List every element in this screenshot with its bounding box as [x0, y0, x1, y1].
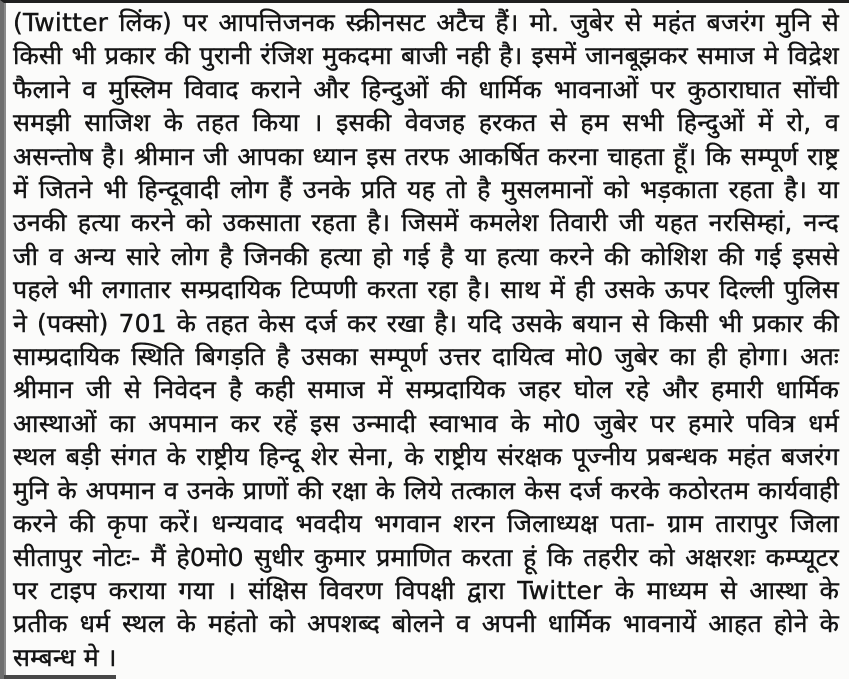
text-line: सम्बन्ध मे ।	[13, 642, 117, 672]
text-line: असन्तोष है। श्रीमान जी आपका ध्यान इस तरफ आकर्षित करना चाहता हूँ। कि सम्पूर्ण राष्ट्र	[13, 141, 839, 171]
text-line: फैलाने व मुस्लिम विवाद कराने और हिन्दुओं की धार्मिक भावनाओं पर कुठाराघात सोंची	[13, 74, 839, 104]
text-line: जी व अन्य सारे लोग है जिनकी हत्या हो गई है या हत्या करने की कोशिश की गई इससे	[13, 241, 839, 271]
text-line: में जितने भी हिन्दूवादी लोग हैं उनके प्रति यह तो है मुसलमानों को भड़काता रहता है। या	[13, 175, 839, 205]
text-line: उनकी हत्या करने को उकसाता रहता है। जिसमें कमलेश तिवारी जी यहत नरसिम्हां, नन्द	[13, 208, 839, 238]
text-line: ने (पक्सो) 701 के तहत केस दर्ज कर रखा है। यदि उसके बयान से किसी भी प्रकार की	[13, 308, 839, 338]
text-line: मुनि के अपमान व उनके प्राणों की रक्षा के लिये तत्काल केस दर्ज करके कठोरतम कार्यवाही	[13, 475, 839, 505]
scan-edge-left	[4, 3, 6, 679]
text-line: पहले भी लगातार सम्प्रदायिक टिप्पणी करता रहा है। साथ में ही उसके ऊपर दिल्ली पुलिस	[13, 275, 839, 305]
text-line: समझी साजिश के तहत किया । इसकी वेवजह हरकत से हम सभी हिन्दुओं में रो, व	[13, 108, 839, 138]
text-line: प्रतीक धर्म स्थल के महंतो को अपशब्द बोलने व अपनी धार्मिक भावनायें आहत होने के	[13, 609, 839, 639]
scan-edge-bottom	[4, 675, 116, 679]
text-line: पर टाइप कराया गया । संक्षिस विवरण विपक्षी द्वारा Twitter के माध्यम से आस्था के	[13, 575, 839, 605]
text-line: आस्थाओं का अपमान कर रहें इस उन्मादी स्वाभाव के मो0 जुबेर पर हमारे पवित्र धर्म	[13, 408, 839, 438]
text-line: स्थल बड़ी संगत के राष्ट्रीय हिन्दू शेर सेना, के राष्ट्रीय संरक्षक पूज्नीय प्रबन्धक महंत बजरंग	[13, 442, 839, 472]
text-line: साम्प्रदायिक स्थिति बिगड़ति है उसका सम्पूर्ण उत्तर दायित्व मो0 जुबेर का ही होगा। अतः	[13, 342, 839, 372]
text-line: सीतापुर नोटः- मैं हे0मो0 सुधीर कुमार प्रमाणित करता हूं कि तहरीर को अक्षरशः कम्प्यूटर	[13, 542, 839, 572]
text-line: श्रीमान जी से निवेदन है कही समाज में सम्प्रदायिक जहर घोल रहे और हमारी धार्मिक	[13, 375, 839, 405]
text-line: किसी भी प्रकार की पुरानी रंजिश मुकदमा बाजी नही है। इसमें जानबूझकर समाज मे विद्रेश	[13, 41, 839, 71]
document-text	[4, 3, 849, 674]
text-line: करने की कृपा करें। धन्यवाद भवदीय भगवान शरन जिलाध्यक्ष पता- ग्राम तारापुर जिला	[13, 509, 839, 539]
text-line: (Twitter लिंक) पर आपत्तिजनक स्क्रीनसट अटैच हैं। मो. जुबेर से महंत बजरंग मुनि से	[13, 8, 839, 37]
